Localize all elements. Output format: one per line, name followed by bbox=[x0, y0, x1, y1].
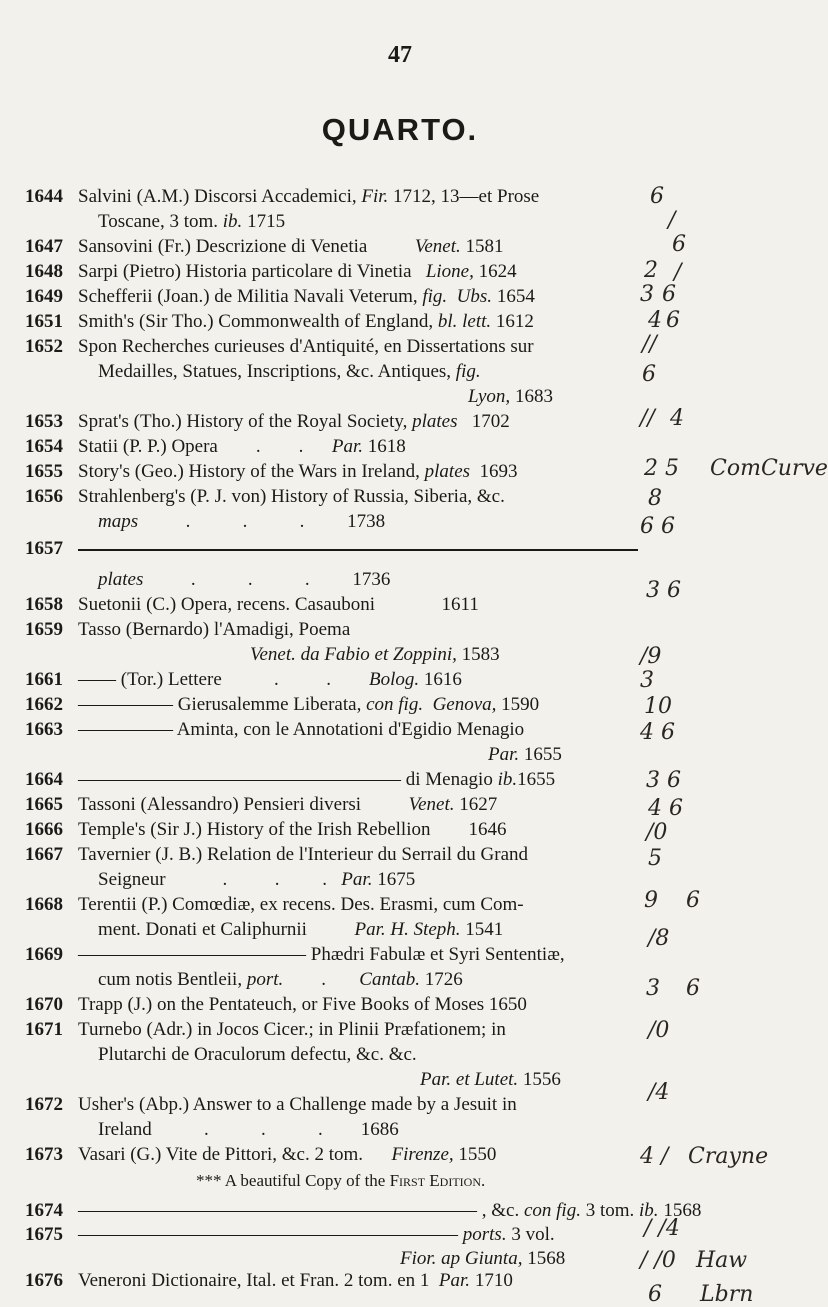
handwritten-mark: Crayne bbox=[688, 1144, 769, 1169]
entry-roman: 1715 bbox=[242, 211, 286, 232]
entry-roman: Veneroni Dictionaire, Ital. et Fran. 2 tom. en 1 bbox=[78, 1270, 439, 1291]
entry-roman: 1568 bbox=[658, 1200, 702, 1221]
lot-number: 1644 bbox=[25, 186, 63, 207]
entry-roman: ————————————————— di Menagio bbox=[78, 769, 498, 790]
entry-roman: 1655 bbox=[519, 744, 562, 765]
handwritten-mark: 5 bbox=[648, 846, 662, 871]
handwritten-mark: 4 bbox=[648, 308, 662, 333]
handwritten-mark: 10 bbox=[644, 694, 672, 719]
lot-number: 1653 bbox=[25, 411, 63, 432]
edition-note-edition: First Edition bbox=[389, 1171, 482, 1190]
lot-number: 1656 bbox=[25, 486, 63, 507]
entry-text bbox=[78, 1092, 517, 1118]
handwritten-mark: 3 6 bbox=[646, 768, 681, 793]
entry-text bbox=[78, 792, 497, 818]
entry-roman: Ireland . . . 1686 bbox=[98, 1119, 399, 1140]
entry-roman: Tassoni (Alessandro) Pensieri diversi bbox=[78, 794, 409, 815]
entry-text bbox=[78, 992, 527, 1018]
entry-italic: Par. et Lutet. bbox=[420, 1069, 519, 1090]
entry-roman: 1702 bbox=[457, 411, 510, 432]
entry-roman: 1583 bbox=[456, 644, 500, 665]
page-number: 47 bbox=[388, 42, 412, 68]
handwritten-mark: 6 bbox=[650, 184, 664, 209]
entry-roman: 1618 bbox=[363, 436, 406, 457]
entry-roman: 1568 bbox=[522, 1248, 566, 1269]
handwritten-mark: / bbox=[668, 208, 676, 233]
handwritten-mark: // bbox=[640, 406, 655, 431]
entry-italic: Par. bbox=[341, 869, 373, 890]
entry-text bbox=[78, 667, 462, 693]
entry-roman: . bbox=[283, 969, 360, 990]
entry-text bbox=[98, 917, 503, 943]
entry-text bbox=[420, 1067, 561, 1093]
handwritten-mark: / /4 bbox=[644, 1216, 680, 1241]
handwritten-mark: Haw bbox=[696, 1248, 748, 1273]
entry-roman: 1655 bbox=[517, 769, 556, 790]
handwritten-mark: 6 bbox=[642, 362, 656, 387]
handwritten-mark: 9 bbox=[644, 888, 658, 913]
entry-roman: Smith's (Sir Tho.) Commonwealth of England, bbox=[78, 311, 438, 332]
handwritten-mark: 6 bbox=[686, 976, 700, 1001]
entry-text bbox=[78, 817, 506, 843]
handwritten-mark: / bbox=[674, 260, 682, 285]
entry-roman: Sprat's (Tho.) History of the Royal Society, bbox=[78, 411, 413, 432]
entry-roman: . . . 1738 bbox=[138, 511, 386, 532]
entry-roman: 1612 bbox=[491, 311, 534, 332]
entry-text bbox=[78, 1017, 506, 1043]
entry-text bbox=[78, 309, 534, 335]
entry-text bbox=[78, 767, 555, 793]
handwritten-mark: / /0 bbox=[640, 1248, 676, 1273]
entry-italic: Par. bbox=[438, 1270, 471, 1291]
handwritten-mark: Lbrn bbox=[700, 1282, 754, 1307]
entry-text bbox=[98, 867, 415, 893]
entry-italic: Fir. bbox=[361, 186, 389, 207]
lot-number: 1652 bbox=[25, 336, 63, 357]
entry-italic: Bolog. bbox=[369, 669, 420, 690]
entry-roman: 1556 bbox=[518, 1069, 561, 1090]
entry-roman: Tasso (Bernardo) l'Amadigi, Poema bbox=[78, 619, 351, 640]
entry-roman: 1683 bbox=[510, 386, 553, 407]
entry-roman: Turnebo (Adr.) in Jocos Cicer.; in Plinii Præfationem; in bbox=[78, 1019, 506, 1040]
entry-roman: 1590 bbox=[496, 694, 540, 715]
entry-roman: Vasari (G.) Vite de Pittori, &c. 2 tom. bbox=[78, 1144, 392, 1165]
handwritten-mark: 4 bbox=[670, 406, 684, 431]
handwritten-mark: 6 bbox=[662, 282, 676, 307]
entry-italic: plates bbox=[412, 411, 458, 432]
entry-text bbox=[78, 1222, 555, 1248]
entry-text bbox=[78, 942, 565, 968]
entry-roman: 1550 bbox=[453, 1144, 497, 1165]
entry-roman: 1627 bbox=[454, 794, 498, 815]
handwritten-mark: /4 bbox=[648, 1080, 670, 1105]
handwritten-mark: /8 bbox=[648, 926, 670, 951]
entry-italic: Par. bbox=[488, 744, 520, 765]
entry-text bbox=[78, 234, 504, 260]
entry-text bbox=[78, 259, 517, 285]
entry-roman: —— (Tor.) Lettere . . bbox=[78, 669, 370, 690]
entry-text bbox=[78, 184, 539, 210]
entry-text bbox=[98, 967, 463, 993]
entry-text bbox=[98, 1042, 417, 1068]
entry-text bbox=[78, 717, 524, 743]
section-title: QUARTO. bbox=[321, 112, 479, 147]
entry-roman: Strahlenberg's (P. J. von) History of Russia, Siberia, &c. bbox=[78, 486, 505, 507]
entry-roman: 1726 bbox=[419, 969, 463, 990]
entry-roman: ————————————————————— , &c. bbox=[78, 1200, 524, 1221]
entry-roman: Usher's (Abp.) Answer to a Challenge made by a Jesuit in bbox=[78, 1094, 517, 1115]
entry-roman: 1624 bbox=[473, 261, 517, 282]
lot-number: 1655 bbox=[25, 461, 63, 482]
entry-text bbox=[488, 742, 562, 768]
entry-roman: Sansovini (Fr.) Descrizione di Venetia bbox=[78, 236, 415, 257]
entry-text bbox=[78, 592, 479, 618]
entry-italic: Lyon, bbox=[468, 386, 511, 407]
lot-number: 1672 bbox=[25, 1094, 63, 1115]
lot-number: 1663 bbox=[25, 719, 63, 740]
entry-italic: bl. lett. bbox=[437, 311, 492, 332]
entry-italic: Venet. da Fabio et Zoppini, bbox=[250, 644, 457, 665]
lot-number: 1665 bbox=[25, 794, 63, 815]
lot-number: 1651 bbox=[25, 311, 63, 332]
lot-number: 1673 bbox=[25, 1144, 63, 1165]
entry-rule bbox=[78, 549, 638, 551]
entry-roman: Sarpi (Pietro) Historia particolare di Vinetia bbox=[78, 261, 426, 282]
entry-roman: . . . 1736 bbox=[143, 569, 391, 590]
entry-roman: 1654 bbox=[492, 286, 535, 307]
entry-roman: Toscane, 3 tom. bbox=[98, 211, 223, 232]
entry-text bbox=[78, 1198, 701, 1224]
lot-number: 1654 bbox=[25, 436, 63, 457]
lot-number: 1667 bbox=[25, 844, 63, 865]
entry-roman: Salvini (A.M.) Discorsi Accademici, bbox=[78, 186, 362, 207]
lot-number: 1666 bbox=[25, 819, 63, 840]
lot-number: 1664 bbox=[25, 769, 63, 790]
entry-text bbox=[78, 892, 524, 918]
edition-note-suffix: . bbox=[481, 1171, 486, 1190]
handwritten-mark: /0 bbox=[648, 1018, 670, 1043]
entry-roman: 1541 bbox=[460, 919, 504, 940]
entry-text bbox=[78, 1268, 513, 1294]
entry-text bbox=[98, 509, 385, 535]
handwritten-mark: 2 bbox=[644, 258, 658, 283]
entry-text bbox=[78, 409, 510, 435]
handwritten-mark: 6 bbox=[672, 232, 686, 257]
entry-roman: Trapp (J.) on the Pentateuch, or Five Books of Moses 1650 bbox=[78, 994, 527, 1015]
entry-italic: Venet. bbox=[414, 236, 461, 257]
entry-italic: ib. bbox=[639, 1200, 659, 1221]
handwritten-mark: 8 bbox=[648, 486, 662, 511]
handwritten-mark: // bbox=[642, 332, 657, 357]
handwritten-mark: 6 bbox=[648, 1282, 662, 1307]
entry-text bbox=[468, 384, 553, 410]
entry-roman: ————— Aminta, con le Annotationi d'Egidio Menagio bbox=[78, 719, 525, 740]
entry-roman: 1712, 13—et Prose bbox=[388, 186, 540, 207]
lot-number: 1647 bbox=[25, 236, 63, 257]
entry-roman: cum notis Bentleii, bbox=[98, 969, 247, 990]
entry-italic: Lione, bbox=[425, 261, 474, 282]
handwritten-mark: 6 6 bbox=[640, 514, 675, 539]
entry-roman: 1675 bbox=[372, 869, 416, 890]
entry-italic: plates bbox=[424, 461, 471, 482]
handwritten-mark: 4 6 bbox=[640, 720, 675, 745]
lot-number: 1658 bbox=[25, 594, 63, 615]
lot-number: 1670 bbox=[25, 994, 63, 1015]
entry-italic: port. bbox=[246, 969, 284, 990]
entry-roman: ment. Donati et Caliphurnii bbox=[98, 919, 355, 940]
entry-roman: Tavernier (J. B.) Relation de l'Interieur du Serrail du Grand bbox=[78, 844, 529, 865]
entry-text bbox=[98, 359, 481, 385]
entry-text bbox=[78, 842, 528, 868]
lot-number: 1668 bbox=[25, 894, 63, 915]
lot-number: 1657 bbox=[25, 538, 63, 559]
entry-text bbox=[78, 484, 505, 510]
handwritten-mark: 3 bbox=[640, 282, 654, 307]
entry-italic: ib. bbox=[497, 769, 518, 790]
entry-italic: con fig. Genova, bbox=[366, 694, 497, 715]
entry-text bbox=[78, 284, 535, 310]
entry-roman: Plutarchi de Oraculorum defectu, &c. &c. bbox=[98, 1044, 417, 1065]
entry-text bbox=[78, 617, 350, 643]
lot-number: 1674 bbox=[25, 1200, 63, 1221]
entry-roman: Statii (P. P.) Opera . . bbox=[78, 436, 332, 457]
entry-roman: 1616 bbox=[419, 669, 462, 690]
entry-roman: 3 tom. bbox=[580, 1200, 640, 1221]
entry-roman: Spon Recherches curieuses d'Antiquité, en Dissertations sur bbox=[78, 336, 534, 357]
handwritten-mark: 2 5 bbox=[644, 456, 679, 481]
entry-italic: maps bbox=[98, 511, 139, 532]
handwritten-mark: 4 6 bbox=[648, 796, 683, 821]
entry-roman: 1693 bbox=[470, 461, 518, 482]
entry-text bbox=[98, 567, 390, 593]
entry-roman: Temple's (Sir J.) History of the Irish Rebellion 1646 bbox=[78, 819, 507, 840]
entry-text bbox=[250, 642, 500, 668]
entry-roman: Seigneur . . . bbox=[98, 869, 342, 890]
entry-text bbox=[78, 334, 534, 360]
handwritten-annotations bbox=[640, 170, 828, 1307]
handwritten-mark: ComCurve bbox=[710, 456, 828, 481]
entry-roman: ———————————————————— bbox=[78, 1224, 463, 1245]
lot-number: 1662 bbox=[25, 694, 63, 715]
lot-number: 1669 bbox=[25, 944, 63, 965]
entry-italic: Firenze, bbox=[391, 1144, 454, 1165]
entry-roman: 1710 bbox=[470, 1270, 513, 1291]
entry-roman: ————— Gierusalemme Liberata, bbox=[78, 694, 367, 715]
lot-number: 1675 bbox=[25, 1224, 63, 1245]
entry-roman: ———————————— Phædri Fabulæ et Syri Sententiæ, bbox=[78, 944, 565, 965]
entry-text bbox=[78, 459, 518, 485]
lot-number: 1661 bbox=[25, 669, 63, 690]
entry-italic: Fior. ap Giunta, bbox=[400, 1248, 523, 1269]
edition-note bbox=[196, 1170, 485, 1192]
lot-number: 1659 bbox=[25, 619, 63, 640]
entry-roman: Schefferii (Joan.) de Militia Navali Veterum, bbox=[78, 286, 423, 307]
entry-roman: Story's (Geo.) History of the Wars in Ireland, bbox=[78, 461, 425, 482]
handwritten-mark: 4 / bbox=[640, 1144, 669, 1169]
handwritten-mark: 6 bbox=[666, 308, 680, 333]
lot-number: 1676 bbox=[25, 1270, 63, 1291]
entry-roman: 3 vol. bbox=[506, 1224, 555, 1245]
handwritten-mark: /0 bbox=[646, 820, 668, 845]
entry-italic: con fig. bbox=[523, 1200, 581, 1221]
handwritten-mark: 6 bbox=[686, 888, 700, 913]
entry-roman: 1581 bbox=[460, 236, 504, 257]
entry-italic: fig. bbox=[455, 361, 481, 382]
entry-text bbox=[78, 434, 406, 460]
handwritten-mark: 3 bbox=[640, 668, 654, 693]
handwritten-mark: 3 bbox=[646, 976, 660, 1001]
handwritten-mark: /9 bbox=[640, 644, 662, 669]
entry-italic: Par. bbox=[331, 436, 364, 457]
lot-number: 1671 bbox=[25, 1019, 63, 1040]
entry-roman: Medailles, Statues, Inscriptions, &c. Antiques, bbox=[98, 361, 456, 382]
entry-roman: Terentii (P.) Comœdiæ, ex recens. Des. Erasmi, cum Com- bbox=[78, 894, 524, 915]
entry-italic: Par. H. Steph. bbox=[354, 919, 461, 940]
entry-roman: Suetonii (C.) Opera, recens. Casauboni 1611 bbox=[78, 594, 479, 615]
lot-number: 1648 bbox=[25, 261, 63, 282]
handwritten-mark: 3 6 bbox=[646, 578, 681, 603]
entry-text bbox=[98, 1117, 399, 1143]
entry-italic: plates bbox=[98, 569, 144, 590]
entry-text bbox=[78, 692, 539, 718]
entry-italic: fig. Ubs. bbox=[422, 286, 493, 307]
edition-note-prefix: *** A beautiful Copy of the bbox=[196, 1171, 390, 1190]
entry-text bbox=[98, 209, 285, 235]
entry-italic: ports. bbox=[462, 1224, 507, 1245]
entry-italic: Venet. bbox=[408, 794, 455, 815]
entry-italic: ib. bbox=[222, 211, 243, 232]
entry-italic: Cantab. bbox=[359, 969, 420, 990]
lot-number: 1649 bbox=[25, 286, 63, 307]
entry-text bbox=[78, 1142, 496, 1168]
